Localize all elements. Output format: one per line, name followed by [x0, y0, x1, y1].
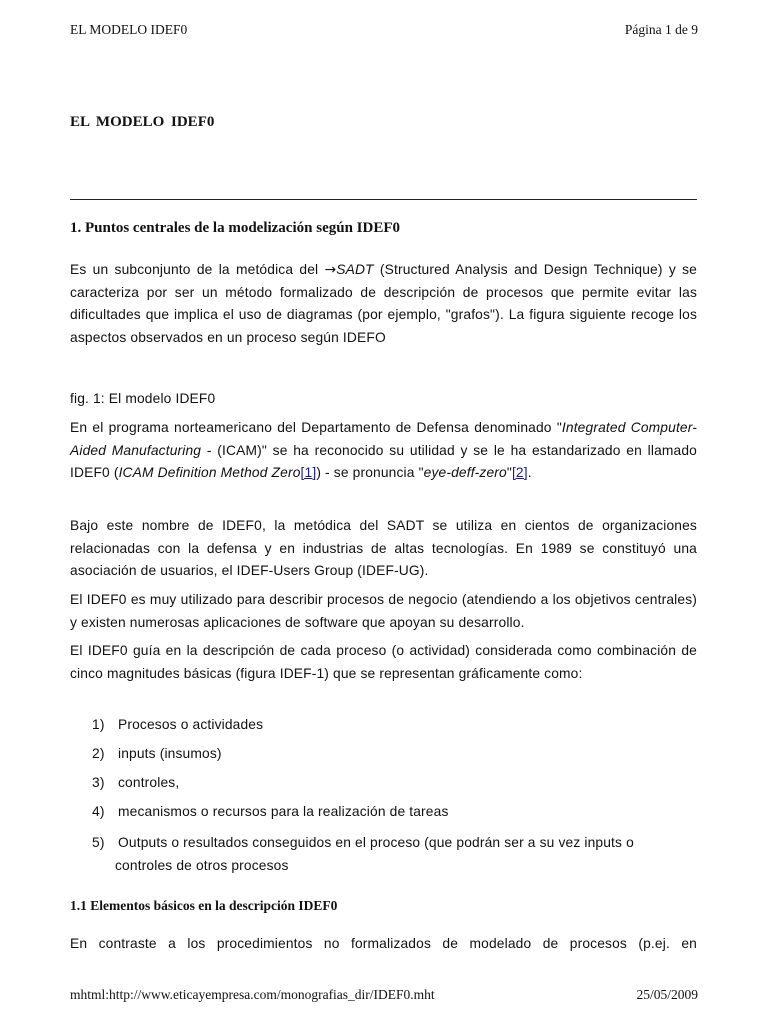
document-title: EL MODELO IDEF0 — [70, 114, 215, 130]
page-header — [70, 22, 698, 38]
arrow-right-icon: → — [324, 262, 337, 278]
list-number: 2) — [92, 746, 105, 761]
list-number: 3) — [92, 775, 105, 790]
list-number: 5) — [92, 835, 105, 850]
footnote-link-2[interactable]: [2] — [511, 465, 528, 480]
footer-source-url: mhtml:http://www.eticayempresa.com/monografias_dir/IDEF0.mht — [70, 987, 435, 1002]
list-text: controles, — [118, 775, 180, 790]
sadt-term: SADT — [336, 262, 374, 277]
paragraph-icam — [70, 417, 697, 485]
figure-caption: fig. 1: El modelo IDEF0 — [70, 391, 216, 406]
list-item — [92, 832, 697, 877]
list-item — [92, 801, 697, 824]
footer-date: 25/05/2009 — [636, 987, 698, 1002]
paragraph-intro — [70, 259, 697, 349]
section-heading-1-1: 1.1 Elementos básicos en la descripción IDEF0 — [70, 898, 338, 913]
list-item — [92, 772, 697, 795]
list-item — [92, 714, 697, 737]
icam-text-c: ) - se pronuncia " — [316, 465, 424, 480]
list-text: Outputs o resultados conseguidos en el proceso (que podrán ser a su vez inputs o — [118, 835, 634, 850]
paragraph-magnitudes: El IDEF0 guía en la descripción de cada proceso (o actividad) considerada como combinación de cinco magnitudes básicas (figura IDEF-1) que se representan gráficamente como: — [70, 643, 697, 681]
icam-text-e: . — [527, 465, 532, 480]
section-heading-1: 1. Puntos centrales de la modelización según IDEF0 — [70, 220, 400, 236]
intro-text-start: Es un subconjunto de la metódica del — [70, 262, 325, 277]
paragraph-business: El IDEF0 es muy utilizado para describir procesos de negocio (atendiendo a los objetivos centrales) y existen numerosas aplicaciones de software que apoyan su desarrollo. — [70, 592, 697, 630]
icam-text-b: - (ICAM)" se ha reconocido su utilidad y se le ha estandarizado en llamado IDEF0 ( — [70, 442, 698, 480]
page-footer — [70, 987, 698, 1003]
icam-text-a: En el programa norteamericano del Departamento de Defensa denominado " — [70, 420, 562, 435]
icam-name: Integrated Computer-Aided Manufacturing — [70, 420, 697, 458]
list-number: 4) — [92, 804, 105, 819]
horizontal-rule — [70, 199, 697, 200]
icam-text-d: " — [506, 465, 512, 480]
paragraph-contrast: En contraste a los procedimientos no formalizados de modelado de procesos (p.ej. en — [70, 936, 697, 951]
list-text: mecanismos o recursos para la realización de tareas — [118, 804, 449, 819]
header-page-number: Página 1 de 9 — [624, 22, 698, 37]
intro-text-end: (Structured Analysis and Design Technique) y se caracteriza por ser un método formalizado de descripción de procesos que permite evitar las dificultades que implica el uso de diagramas (por ejemplo, "grafos"). La figura siguiente recoge los aspectos observados en un proceso según IDEFO — [70, 262, 698, 345]
icam-definition: ICAM Definition Method Zero — [118, 465, 301, 480]
list-item — [92, 743, 697, 766]
list-text: inputs (insumos) — [118, 746, 222, 761]
header-document-title: EL MODELO IDEF0 — [70, 22, 188, 37]
list-text: Procesos o actividades — [118, 717, 264, 732]
list-number: 1) — [92, 717, 105, 732]
paragraph-usage: Bajo este nombre de IDEF0, la metódica del SADT se utiliza en cientos de organizaciones relacionadas con la defensa y en industrias de altas tecnologías. En 1989 se constituyó una asociación de usuarios, el IDEF-Users Group (IDEF-UG). — [70, 518, 697, 578]
pronunciation: eye-deff-zero — [423, 465, 507, 480]
list-text-continuation: controles de otros procesos — [115, 857, 289, 873]
footnote-link-1[interactable]: [1] — [300, 465, 317, 480]
